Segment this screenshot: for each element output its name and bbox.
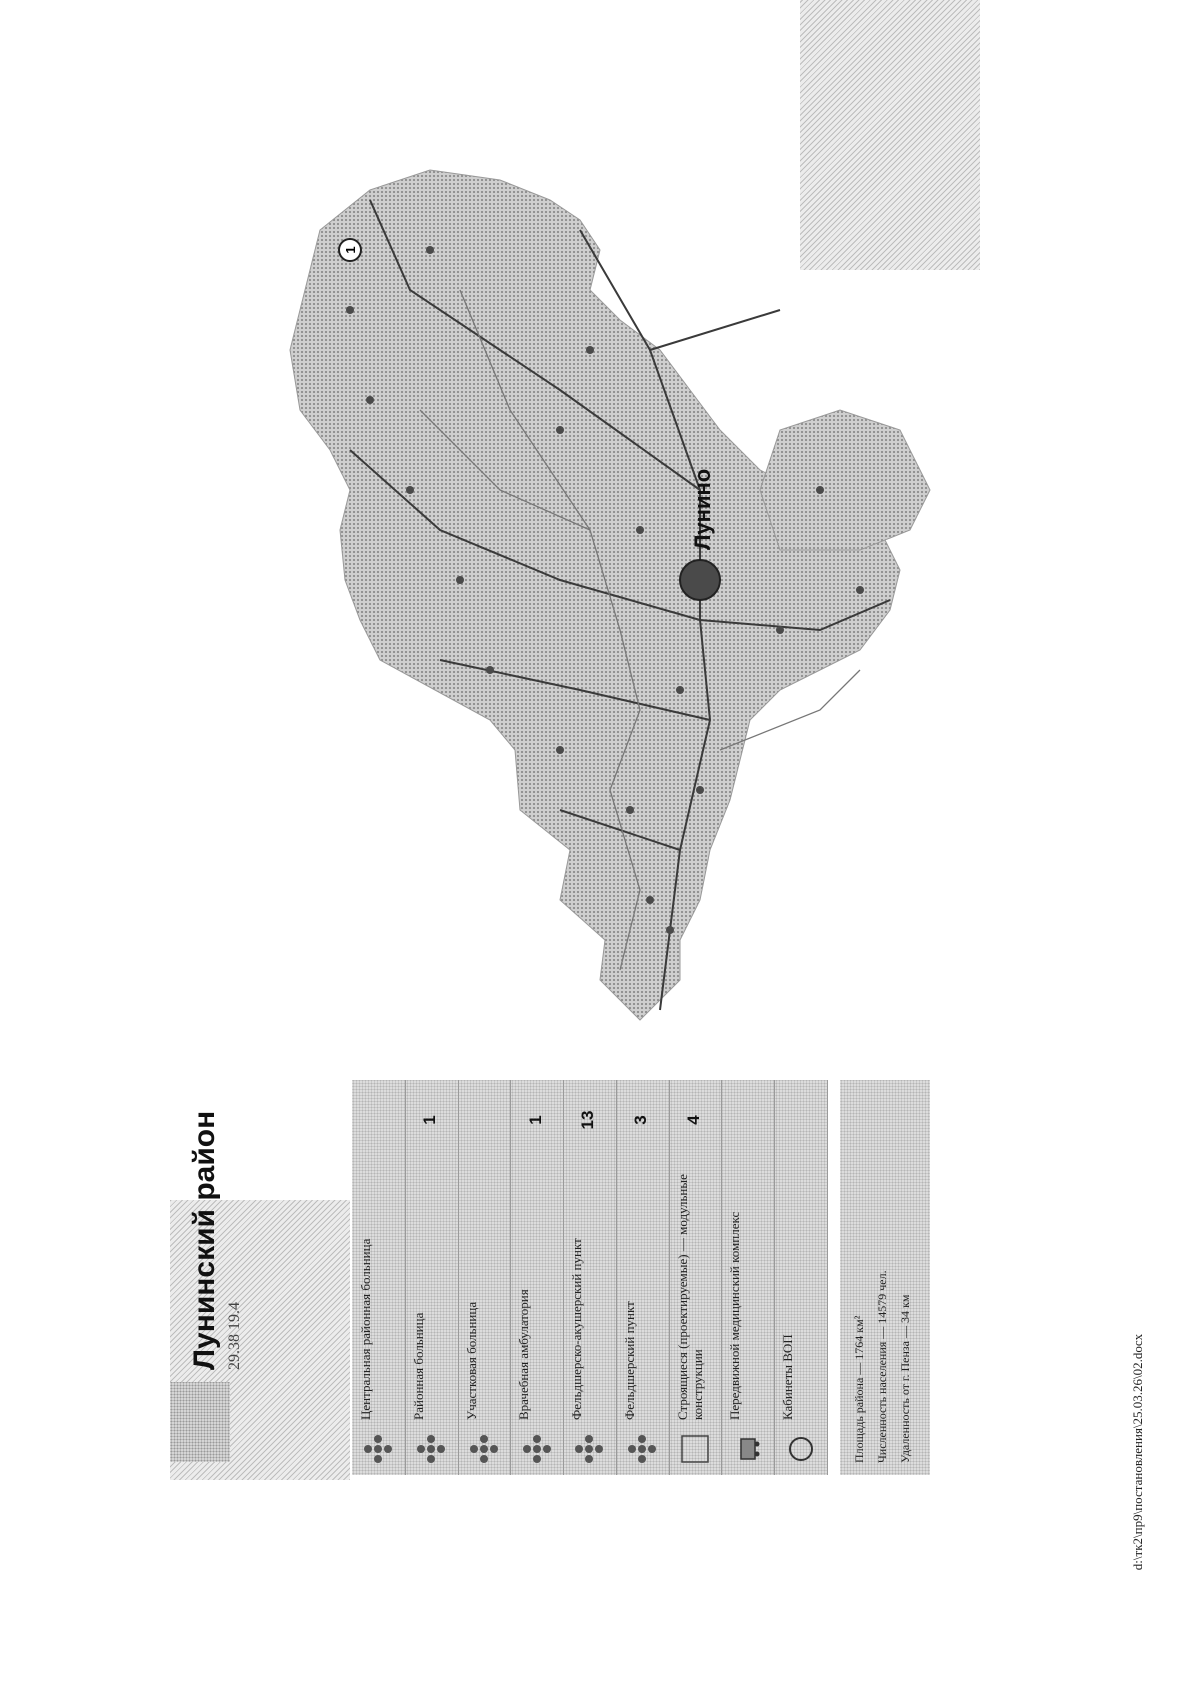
legend-label: Районная больница <box>410 1312 426 1420</box>
stat-distance: Удаленность от г. Пенза — 34 км <box>898 1294 912 1463</box>
square-outline-icon <box>679 1433 711 1465</box>
district-swatch <box>170 1382 230 1462</box>
legend-count: 3 <box>631 1115 651 1125</box>
legend-label: Центральная районная больница <box>358 1238 373 1420</box>
map-sheet <box>170 150 980 1480</box>
mobile-unit-icon <box>732 1433 764 1465</box>
circle-outline-icon <box>785 1433 817 1465</box>
district-subtitle: 29.38 19.4 <box>226 1302 243 1370</box>
stats-box <box>840 1080 930 1475</box>
header-block <box>170 1110 350 1480</box>
cross-dotted-icon <box>468 1433 500 1465</box>
legend-row <box>774 1080 828 1475</box>
file-path: d:\тк2\пр9\постановления\25.03.26\02.docx <box>1130 1333 1145 1571</box>
legend-label: Фельдшерско-акушерский пункт <box>569 1238 585 1420</box>
legend-label: Фельдшерский пункт <box>621 1301 637 1420</box>
cross-dotted-icon <box>626 1433 658 1465</box>
cross-dotted-icon <box>573 1433 605 1465</box>
legend-row <box>458 1080 512 1475</box>
numbered-marker-label: 1 <box>343 246 358 254</box>
legend-row <box>721 1080 775 1475</box>
legend-row <box>405 1080 459 1475</box>
legend-count: 13 <box>578 1110 598 1130</box>
legend-label: Передвижной медицинский комплекс <box>727 1211 743 1420</box>
legend-count: 1 <box>420 1115 440 1125</box>
legend-label: Участковая больница <box>463 1301 479 1420</box>
legend-row <box>352 1080 406 1475</box>
district-center-marker <box>680 560 720 600</box>
legend-row <box>669 1080 723 1475</box>
district-center-label: Лунино <box>690 468 715 550</box>
district-territory-lobe <box>760 410 930 550</box>
legend-row <box>563 1080 617 1475</box>
legend-count: 4 <box>684 1115 704 1125</box>
legend-row <box>510 1080 564 1475</box>
cross-dotted-icon <box>362 1433 394 1465</box>
legend-count: 1 <box>525 1115 545 1125</box>
legend-row <box>616 1080 670 1475</box>
legend-label: Врачебная амбулатория <box>516 1289 532 1420</box>
stat-population: Численность населения — 14579 чел. <box>875 1270 889 1463</box>
cross-dotted-icon <box>521 1433 553 1465</box>
district-title: Лунинский район <box>188 1110 221 1370</box>
legend <box>352 1080 827 1475</box>
legend-label: Строящиеся (проектируемые) — модульные конструкции <box>674 1174 705 1420</box>
stat-area: Площадь района — 1764 км² <box>852 1315 866 1463</box>
district-territory <box>290 170 900 1020</box>
cross-dotted-icon <box>415 1433 447 1465</box>
district-map <box>260 150 980 1050</box>
legend-label: Кабинеты ВОП <box>780 1334 796 1420</box>
